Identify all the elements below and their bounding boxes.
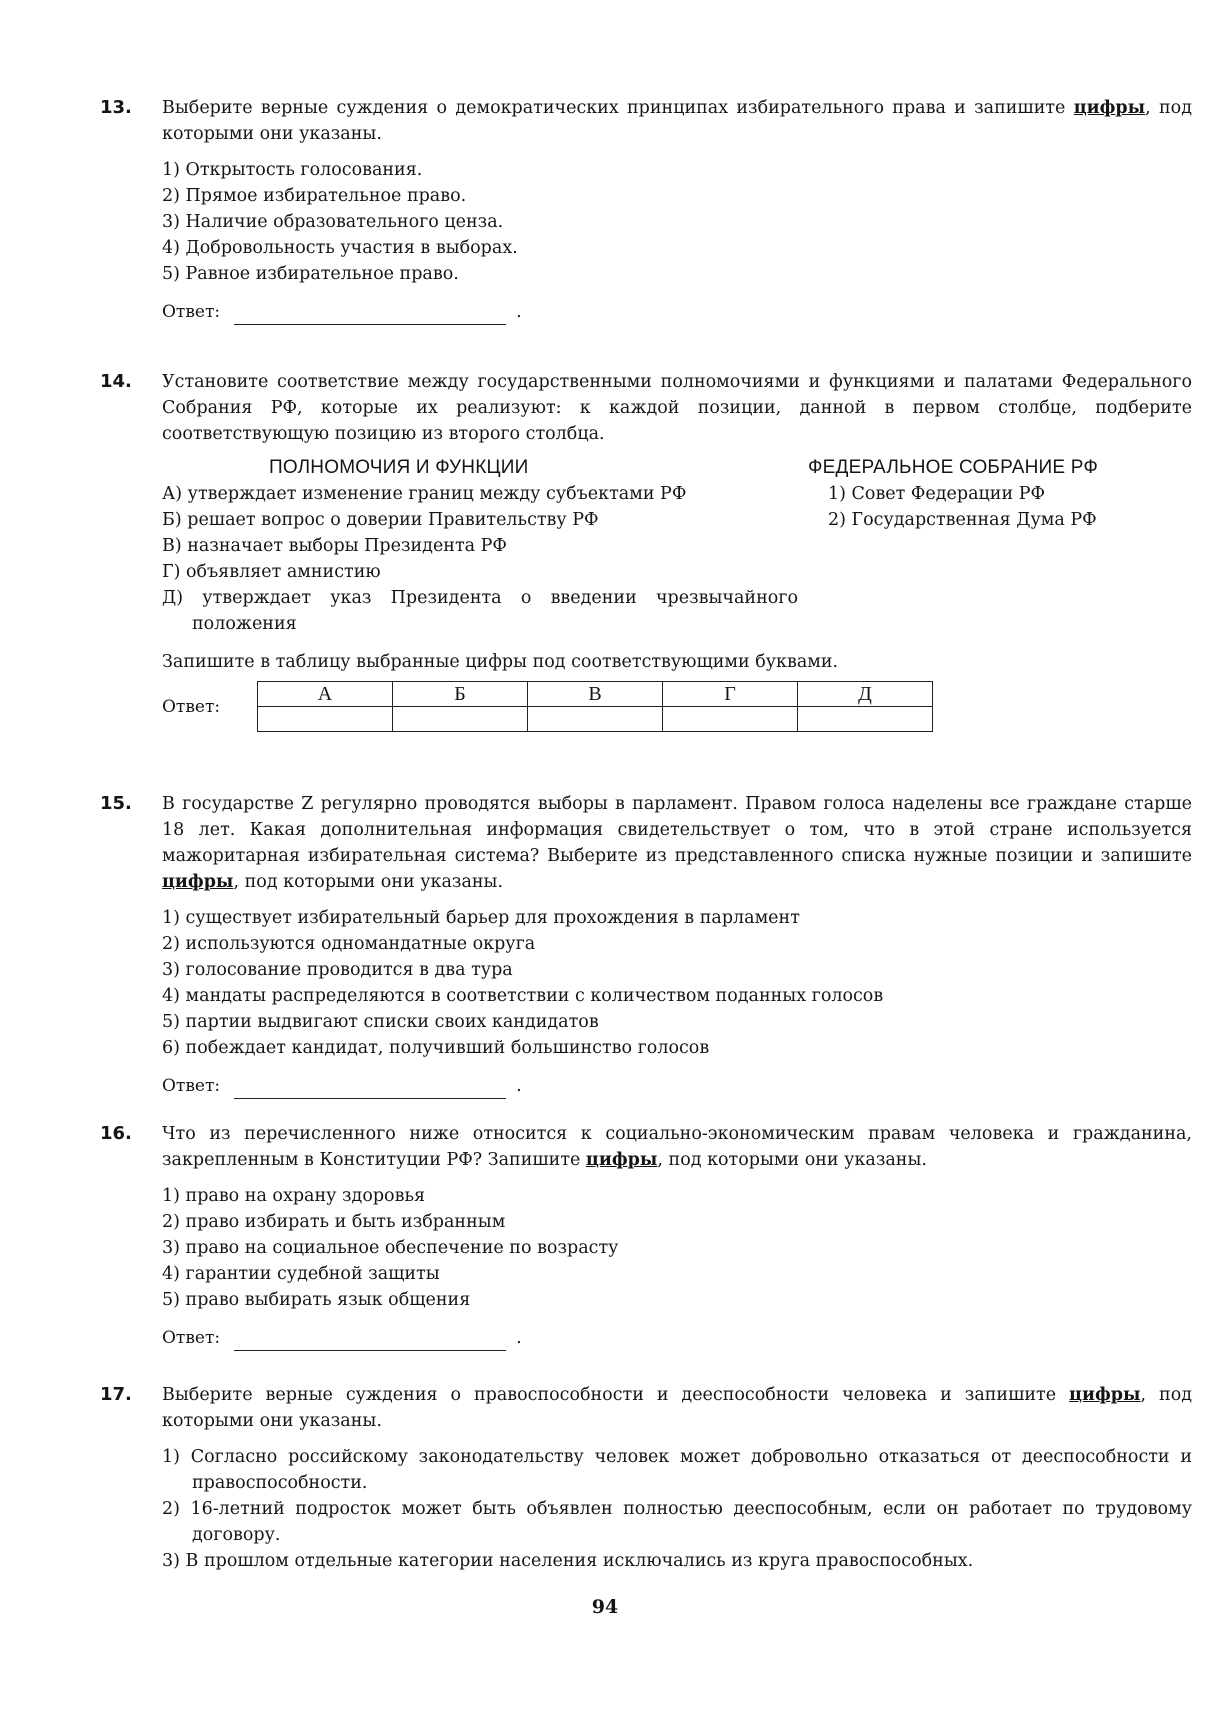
question-text-part: Выберите верные суждения о демократических принципах избирательного права и запишите [162, 98, 1074, 118]
option-item: 3) голосование проводится в два тура [162, 960, 513, 980]
option-item: 1) Согласно российскому законодательству человек может добровольно отказаться от дееспособности и правоспособности. [162, 1447, 1192, 1493]
answer-row [162, 1325, 1192, 1351]
question-15 [100, 791, 1192, 1099]
emphasis-digits: цифры [585, 1150, 658, 1170]
emphasis-digits: цифры [1069, 1385, 1141, 1405]
answer-table-header-cell: А [258, 682, 393, 707]
option-item: 1) существует избирательный барьер для прохождения в парламент [162, 908, 800, 928]
option-item: 1) Открытость голосования. [162, 160, 423, 180]
answer-table-header [258, 682, 933, 707]
question-text-part: , под которыми они указаны. [233, 872, 504, 892]
answer-cell[interactable] [393, 707, 528, 732]
option-item: 4) Добровольность участия в выборах. [162, 238, 518, 258]
option-item: 5) Равное избирательное право. [162, 264, 459, 284]
answer-row [162, 299, 1192, 325]
power-item: А) утверждает изменение границ между субъектами РФ [162, 484, 687, 504]
answer-dot: . [516, 302, 522, 322]
question-14 [100, 369, 1192, 732]
answer-label: Ответ: [162, 302, 221, 322]
answer-table-header-cell: Б [393, 682, 528, 707]
answer-table-header-cell: Д [798, 682, 933, 707]
assembly-list [808, 481, 1192, 533]
answer-label: Ответ: [162, 1328, 221, 1348]
question-number: 17. [100, 1384, 132, 1405]
option-item: 5) партии выдвигают списки своих кандидатов [162, 1012, 599, 1032]
option-item: 2) право избирать и быть избранным [162, 1212, 506, 1232]
option-item: 1) право на охрану здоровья [162, 1186, 426, 1206]
answer-cell[interactable] [663, 707, 798, 732]
option-item: 5) право выбирать язык общения [162, 1290, 471, 1310]
option-item: 2) Прямое избирательное право. [162, 186, 467, 206]
assembly-heading: ФЕДЕРАЛЬНОЕ СОБРАНИЕ РФ [808, 457, 1098, 478]
question-number: 15. [100, 793, 132, 814]
question-text-part: , под которыми они указаны. [162, 98, 1192, 144]
powers-heading: ПОЛНОМОЧИЯ И ФУНКЦИИ [269, 457, 529, 478]
option-item: 4) гарантии судебной защиты [162, 1264, 440, 1284]
answer-label: Ответ: [162, 1076, 221, 1096]
assembly-item: 2) Государственная Дума РФ [828, 510, 1097, 530]
power-item: Д) утверждает указ Президента о введении чрезвычайного положения [162, 588, 798, 634]
answer-line[interactable] [234, 306, 506, 325]
answer-dot: . [516, 1076, 522, 1096]
answer-line[interactable] [234, 1080, 506, 1099]
powers-list [162, 481, 798, 637]
question-body [162, 1382, 1192, 1574]
question-text [162, 1121, 1192, 1173]
option-item: 2) 16-летний подросток может быть объявлен полностью дееспособным, если он работает по трудовому договору. [162, 1499, 1192, 1545]
question-text [162, 1382, 1192, 1434]
option-item: 3) Наличие образовательного ценза. [162, 212, 504, 232]
answer-cell[interactable] [528, 707, 663, 732]
question-number: 14. [100, 371, 132, 392]
answer-cell[interactable] [798, 707, 933, 732]
option-item: 3) В прошлом отдельные категории населения исключались из круга правоспособных. [162, 1551, 974, 1571]
assembly-column [798, 455, 1192, 637]
page-number: 94 [591, 1596, 619, 1618]
assembly-item: 1) Совет Федерации РФ [828, 484, 1045, 504]
answer-label: Ответ: [162, 696, 221, 717]
answer-table-row [162, 681, 1192, 732]
options-list [162, 1444, 1192, 1574]
question-text-part: , под которыми они указаны. [657, 1150, 927, 1170]
question-body [162, 1121, 1192, 1351]
answer-line[interactable] [234, 1332, 506, 1351]
power-item: Б) решает вопрос о доверии Правительству РФ [162, 510, 599, 530]
answer-row [162, 1073, 1192, 1099]
matching-columns [162, 455, 1192, 637]
powers-column [162, 455, 798, 637]
question-text-part: Что из перечисленного ниже относится к социально-экономическим правам человека и гражданина, закрепленным в Конституции РФ? Запишите [162, 1124, 1192, 1170]
question-text [162, 791, 1192, 895]
question-body [162, 791, 1192, 1099]
power-item: Г) объявляет амнистию [162, 562, 381, 582]
options-list [162, 1183, 1192, 1313]
question-text: Установите соответствие между государственными полномочиями и функциями и палатами Федерального Собрания РФ, которые их реализуют: к каждой позиции, данной в первом столбце, подберите соответствующую позицию из второго столбца. [162, 372, 1192, 444]
question-text [162, 95, 1192, 147]
question-16 [100, 1121, 1192, 1351]
emphasis-digits: цифры [1073, 98, 1146, 118]
question-text-part: В государстве Z регулярно проводятся выборы в парламент. Правом голоса наделены все граждане старше 18 лет. Какая дополнительная информация свидетельствует о том, что в этой стране используется мажоритарная избирательная система? Выберите из представленного списка нужные позиции и запишите [162, 794, 1192, 866]
question-13 [100, 95, 1192, 325]
answer-dot: . [516, 1328, 522, 1348]
question-number: 16. [100, 1123, 132, 1144]
question-text-part: , под которыми они указаны. [162, 1385, 1192, 1431]
emphasis-digits: цифры [162, 872, 234, 892]
option-item: 4) мандаты распределяются в соответствии с количеством поданных голосов [162, 986, 884, 1006]
question-17 [100, 1382, 1192, 1574]
answer-table-header-cell: В [528, 682, 663, 707]
question-number: 13. [100, 97, 132, 118]
option-item: 2) используются одномандатные округа [162, 934, 536, 954]
question-body [162, 369, 1192, 732]
answer-table-input-row [258, 707, 933, 732]
question-body [162, 95, 1192, 325]
options-list [162, 157, 1192, 287]
power-item: В) назначает выборы Президента РФ [162, 536, 507, 556]
options-list [162, 905, 1192, 1061]
answer-table [257, 681, 933, 732]
option-item: 6) побеждает кандидат, получивший большинство голосов [162, 1038, 710, 1058]
answer-cell[interactable] [258, 707, 393, 732]
question-text-part: Выберите верные суждения о правоспособности и дееспособности человека и запишите [162, 1385, 1070, 1405]
option-item: 3) право на социальное обеспечение по возрасту [162, 1238, 619, 1258]
answer-table-header-cell: Г [663, 682, 798, 707]
table-instruction: Запишите в таблицу выбранные цифры под соответствующими буквами. [162, 652, 839, 672]
